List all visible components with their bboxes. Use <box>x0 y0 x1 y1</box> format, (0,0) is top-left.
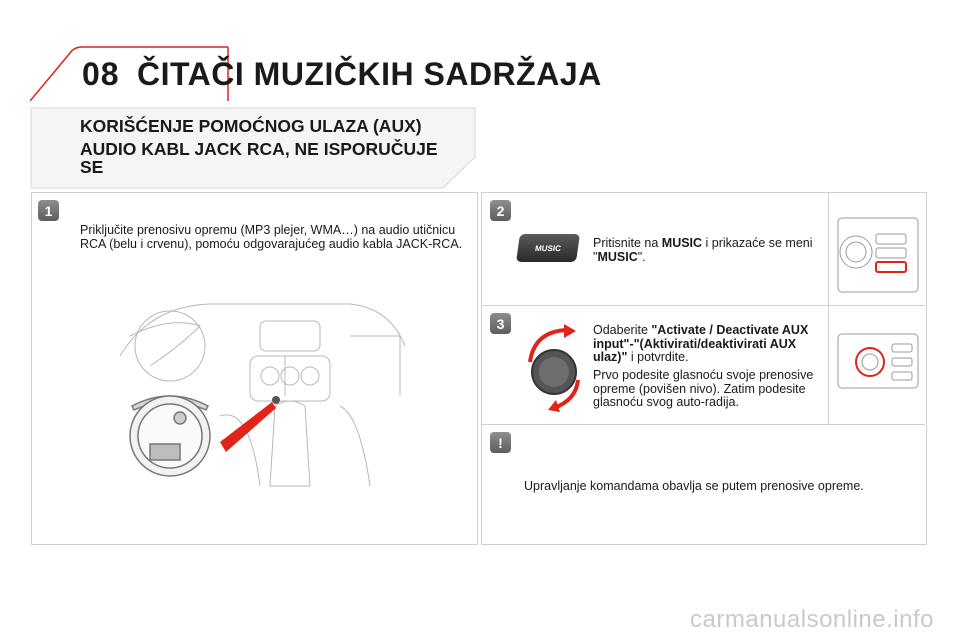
step-3-text-2: Prvo podesite glasnoću svoje prenosive opreme (povišen nivo). Zatim podesite glasnoću svog auto-radija. <box>593 368 814 409</box>
divider <box>828 305 829 424</box>
divider <box>481 424 925 425</box>
chapter-title: ČITAČI MUZIČKIH SADRŽAJA <box>137 56 602 92</box>
divider <box>481 305 925 306</box>
step-2-badge: 2 <box>490 200 511 221</box>
section-heading: KORIŠĆENJE POMOĆNOG ULAZA (AUX) <box>80 116 422 136</box>
step-3-text: Odaberite "Activate / Deactivate AUX input"-"(Aktivirati/deaktivirati AUX ulaz)" i potvrdite. <box>593 323 809 364</box>
notice-text: Upravljanje komandama obavlja se putem prenosive opreme. <box>524 479 864 493</box>
step-3-badge: 3 <box>490 313 511 334</box>
step-2-text: Pritisnite na MUSIC i prikazaće se meni "MUSIC". <box>593 236 813 264</box>
step-1-text: Priključite prenosivu opremu (MP3 plejer, WMA…) na audio utičnicu RCA (belu i crvenu), pomoću odgovarajućeg audio kabla JACK-RCA. <box>80 223 463 251</box>
chapter-number: 08 <box>82 56 120 92</box>
radio-panel-illustration <box>836 212 920 296</box>
warning-icon: ! <box>490 432 511 453</box>
step-1-badge: 1 <box>38 200 59 221</box>
divider <box>828 192 829 305</box>
rotary-knob-icon <box>520 322 590 412</box>
music-button: MUSIC <box>516 234 580 262</box>
radio-knob-illustration <box>836 330 920 392</box>
watermark: carmanualsonline.info <box>690 606 934 633</box>
car-interior-illustration <box>110 296 410 496</box>
section-subheading: AUDIO KABL JACK RCA, NE ISPORUČUJE SE <box>80 139 438 177</box>
